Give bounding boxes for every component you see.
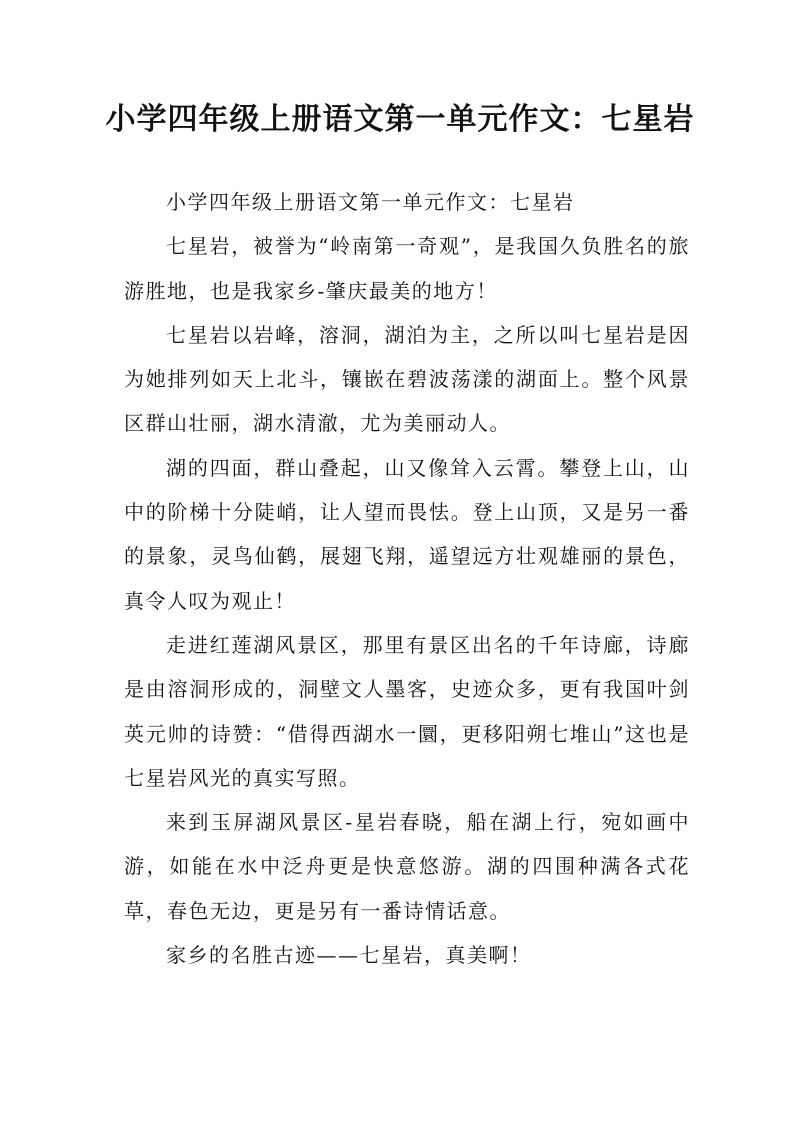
document-title: 小学四年级上册语文第一单元作文：七星岩 xyxy=(105,102,695,137)
paragraph-honglian-lake: 走进红莲湖风景区，那里有景区出名的千年诗廊，诗廊是由溶洞形成的，洞壁文人墨客，史迹众多，更有我国叶剑英元帅的诗赞：“借得西湖水一圜，更移阳朔七堆山”这也是七星岩风光的真实写照。 xyxy=(124,632,690,790)
paragraph-subtitle: 小学四年级上册语文第一单元作文：七星岩 xyxy=(166,190,575,214)
paragraph-mountains: 湖的四面，群山叠起，山又像耸入云霄。攀登上山，山中的阶梯十分陡峭，让人望而畏怯。登上山顶，又是另一番的景象，灵鸟仙鹤，展翅飞翔，遥望远方壮观雄丽的景色，真令人叹为观止！ xyxy=(124,455,690,613)
paragraph-yuping-lake: 来到玉屏湖风景区-星岩春晓，船在湖上行，宛如画中游，如能在水中泛舟更是快意悠游。湖的四围种满各式花草，春色无边，更是另有一番诗情话意。 xyxy=(124,810,690,923)
paragraph-conclusion: 家乡的名胜古迹——七星岩，真美啊！ xyxy=(166,943,532,968)
document-body xyxy=(124,180,690,977)
paragraph-features: 七星岩以岩峰，溶洞，湖泊为主，之所以叫七星岩是因为她排列如天上北斗，镶嵌在碧波荡漾的湖面上。整个风景区群山壮丽，湖水清澈，尤为美丽动人。 xyxy=(124,322,690,436)
paragraph-intro: 七星岩，被誉为“岭南第一奇观”，是我国久负胜名的旅游胜地，也是我家乡-肇庆最美的地方！ xyxy=(124,234,690,303)
